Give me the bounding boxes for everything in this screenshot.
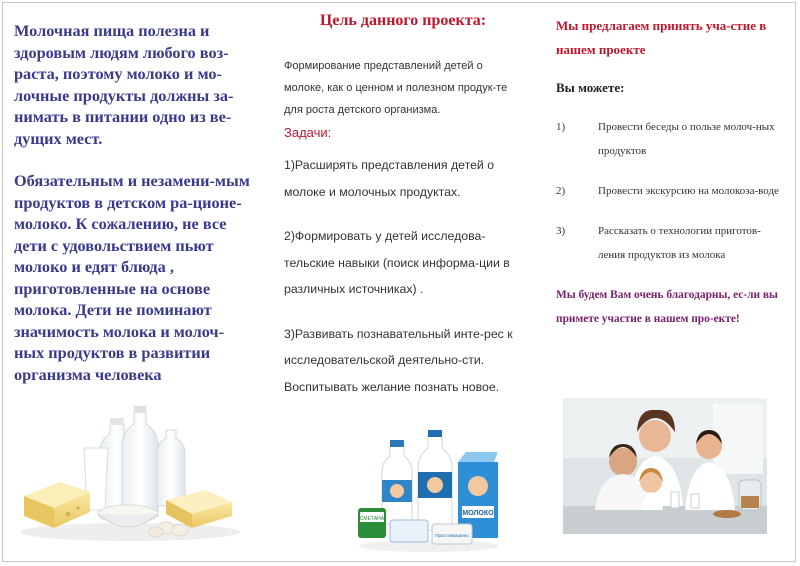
suggestion-text: Провести беседы о пользе молоч-ных продуктов — [598, 121, 775, 157]
you-can-title: Вы можете: — [556, 80, 625, 95]
tasks-title: Задачи: — [284, 125, 332, 140]
sour-cream-label: СМЕТАНА — [359, 516, 385, 522]
project-goal-text: Формирование представлений детей о молоке, как о ценном и полезном продук-те для роста детского организма. — [284, 60, 508, 116]
family-photo-image — [563, 398, 767, 534]
suggestion-item — [556, 179, 786, 203]
suggestion-item — [556, 115, 786, 163]
thank-you-text: Мы будем Вам очень благодарны, ес-ли вы примете участие в нашем про-екте! — [556, 289, 778, 325]
brand-label: Простоквашино — [435, 533, 469, 538]
task-item: 1)Расширять представления детей о молоке и молочных продуктах. — [284, 158, 495, 199]
dairy-products-image — [16, 404, 244, 544]
task-item: 3)Развивать познавательный инте-рес к исследовательской деятельно-сти. Воспитывать желание познать новое. — [284, 326, 513, 394]
invitation-title: Мы предлагаем принять уча-стие в нашем проекте — [556, 18, 767, 57]
suggestion-item — [556, 219, 786, 267]
project-goal-title: Цель данного проекта: — [319, 12, 487, 29]
suggestion-list — [556, 115, 786, 267]
suggestion-number: 1) — [556, 121, 566, 133]
milk-products-packaging-image — [354, 428, 504, 554]
task-item: 2)Формировать у детей исследова-тельские навыки (поиск информа-ции в различных источниках) . — [284, 229, 510, 296]
milk-importance-paragraph: Обязательным и незамени-мым продуктов в детском ра-ционе-молоко. К сожалению, не все дети с удовольствием пьют молоко и едят блюда , приготовленные на основе молока. Дети не поминают значимость молока и молоч-ных продуктов в развитии организма человека — [14, 171, 250, 384]
suggestion-number: 2) — [556, 185, 566, 197]
milk-benefits-paragraph: Молочная пища полезна и здоровым людям любого воз-раста, поэтому молоко и мо-лочные продукты должны за-нимать в питании одно из ве-дущих мест. — [14, 21, 234, 148]
milk-carton-label: МОЛОКО — [462, 510, 494, 517]
suggestion-number: 3) — [556, 225, 566, 237]
suggestion-text: Рассказать о технологии приготов-ления продуктов из молока — [598, 225, 761, 261]
suggestion-text: Провести экскурсию на молокоза-воде — [598, 185, 779, 197]
